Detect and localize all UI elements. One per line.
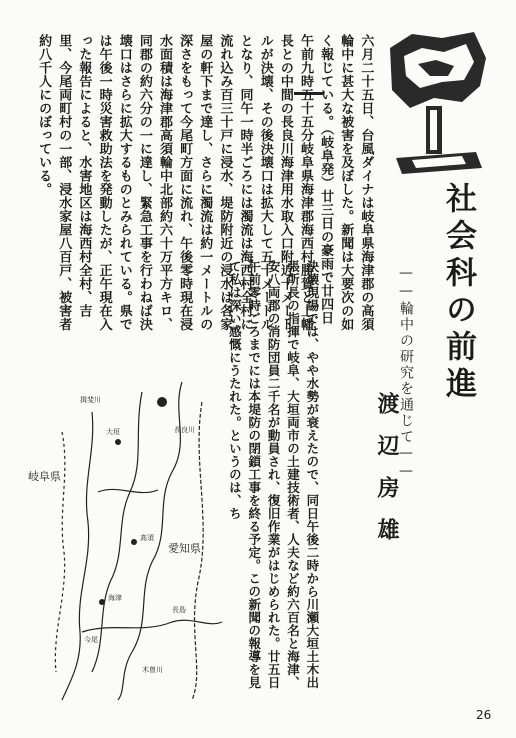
map-label: 今尾 [84,636,98,644]
dam-illustration-icon [382,28,490,178]
river-line [62,412,93,700]
article-subtitle: ——輪中の研究を通じて—— [398,265,414,481]
article-title: 社会科の前進 [440,182,476,404]
boundary-line [98,489,158,492]
page-number: 26 [476,708,492,722]
map-label: 揖斐川 [80,396,101,404]
city-marker [115,439,121,445]
city-marker [99,599,105,605]
body-text-upper: 六月二十五日、台風ダイナは岐阜県海津郡の高須輪中に甚大な被害を及ぼした。新聞は大要次の如く報じている。（岐阜発）廿三日の豪雨で廿四日午前九時五十五分岐阜県海津郡海西村勝賀と上幡長との中間の長良川海津用水取入口附近十メートルが決壊、その後決壊口は拡大して五十メートルとなり、同午一時半ごろには濁流は海西村全村に流れ込み百三十戸に浸水、堤防附近の浸水は各家屋の軒下まで達し、さらに濁流は約一メートルの深さをもって今尾町方面に流れ、午後零時現在浸水面積は海津郡高須輪中北部約六十万平方キロ、同郡の約六分の一に達し、緊急工事を行わねば決壊口はさらに拡大するものとみられている。県では午後一時災害救助法を発動したが、正午現在入った報告によると、水害地区は海西村全村、吉里、今尾両町村の一部、浸水家屋八百戸、被害者約八千人にのぼっている。 [36,34,374,331]
city-marker [131,539,137,545]
map-label: 木曽川 [142,666,163,674]
city-marker [157,397,167,407]
region-map [22,372,227,702]
map-label: 大垣 [106,428,120,436]
map-label: 高須 [140,534,154,542]
boundary-line [82,620,222,632]
author-name: 渡辺房雄 [374,392,400,560]
prefecture-border [55,432,65,672]
map-label: 愛知県 [168,542,201,555]
map-label: 長良川 [174,426,195,434]
body-text-lower: 決壊現場では、やや水勢が衰えたので、同日午後二時から川瀬大垣土木出張所長の指揮で岐阜、大垣両市の土建技術者、人夫など約六百名と海津、安八両郡の消防団員二千名が動員され、復旧作業がはじめられた。廿五日午前零時ごろまでには本堤防の閉鎖工事を終る予定。この新聞の報導を見て私は深い感慨にうたれた。というのは、ち [227,260,320,689]
map-label: 海津 [108,594,122,602]
map-label: 岐阜県 [28,470,61,483]
map-label: 長島 [172,606,186,614]
